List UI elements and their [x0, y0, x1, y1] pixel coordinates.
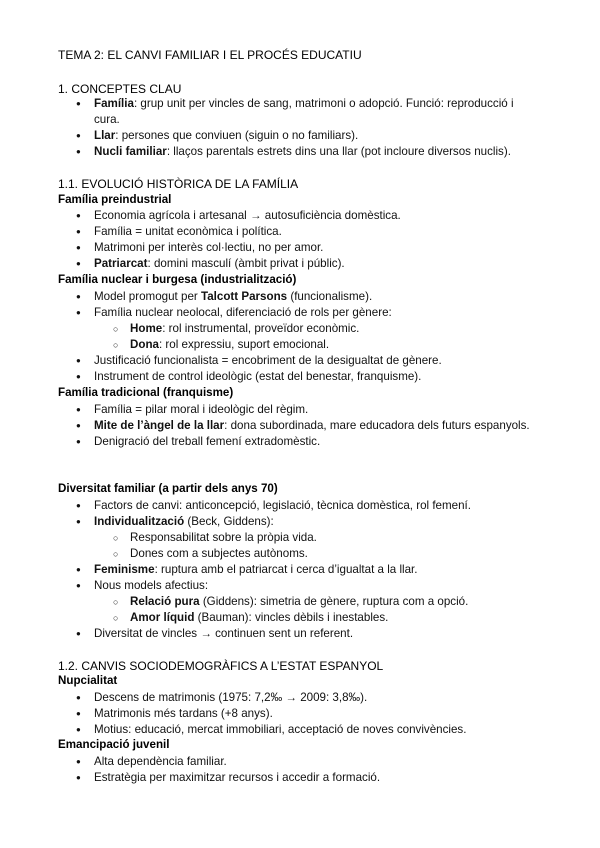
list-item [76, 578, 209, 594]
bullet-icon: ● [76, 259, 81, 268]
term: Llar [94, 129, 116, 142]
section-heading-canvis: 1.2. CANVIS SOCIODEMOGRÀFICS A L’ESTAT ESPANYOL [58, 659, 384, 673]
hollow-bullet-icon: ○ [113, 613, 119, 623]
list-item [76, 224, 282, 240]
item-text: Família = unitat econòmica i política. [94, 225, 282, 238]
list-item [76, 96, 514, 112]
section-heading-evolucio: 1.1. EVOLUCIÓ HISTÒRICA DE LA FAMÍLIA [58, 177, 299, 191]
list-item [76, 754, 227, 770]
bullet-icon: ● [76, 372, 81, 381]
item-text: Instrument de control ideològic (estat del benestar, franquisme). [94, 370, 422, 383]
item-text: : ruptura amb el patriarcat i cerca d’igualtat a la llar. [154, 563, 418, 576]
list-item [76, 626, 354, 642]
item-text: Denigració del treball femení extradomèstic. [94, 435, 321, 448]
sub-list-item [113, 610, 389, 626]
list-item [76, 706, 273, 722]
term: Home [130, 322, 163, 335]
list-item [76, 514, 274, 530]
bullet-icon: ● [76, 757, 81, 766]
sub-list-item [113, 321, 360, 337]
sub-list-item [113, 530, 317, 546]
item-text: Matrimoni per interès col·lectiu, no per amor. [94, 241, 324, 254]
list-item [76, 418, 530, 434]
list-item [76, 770, 381, 786]
list-item-continuation: cura. [94, 113, 120, 126]
term: Mite de l’àngel de la llar [94, 419, 225, 432]
list-item [76, 562, 418, 578]
term: Relació pura [130, 595, 200, 608]
hollow-bullet-icon: ○ [113, 324, 119, 334]
bullet-icon: ● [76, 308, 81, 317]
bullet-icon: ● [76, 773, 81, 782]
list-item [76, 402, 309, 418]
item-text: (Giddens): simetria de gènere, ruptura com a opció. [199, 595, 469, 608]
term: Patriarcat [94, 257, 148, 270]
item-text: Responsabilitat sobre la pròpia vida. [130, 531, 317, 544]
item-text: Família nuclear neolocal, diferenciació de rols per gènere: [94, 306, 392, 319]
hollow-bullet-icon: ○ [113, 597, 119, 607]
bullet-icon: ● [76, 292, 81, 301]
sub-list-item [113, 546, 308, 562]
item-text: Matrimonis més tardans (+8 anys). [94, 707, 273, 720]
bullet-icon: ● [76, 147, 81, 156]
item-text: Economia agrícola i artesanal → autosuficiència domèstica. [94, 209, 401, 222]
item-text: Justificació funcionalista = encobriment de la desigualtat de gènere. [94, 354, 442, 367]
item-text: : rol instrumental, proveïdor econòmic. [162, 322, 360, 335]
item-text: (Bauman): vincles dèbils i inestables. [194, 611, 389, 624]
subheading-tradicional: Família tradicional (franquisme) [58, 386, 234, 399]
bullet-icon: ● [76, 501, 81, 510]
item-text: : domini masculí (àmbit privat i públic). [147, 257, 345, 270]
item-text: : grup unit per vincles de sang, matrimoni o adopció. Funció: reproducció i [133, 97, 514, 110]
bullet-icon: ● [76, 629, 81, 638]
term: Individualització [94, 515, 185, 528]
term: Amor líquid [130, 611, 195, 624]
item-text: Família = pilar moral i ideològic del règim. [94, 403, 309, 416]
bullet-icon: ● [76, 243, 81, 252]
item-text: Nous models afectius: [94, 579, 209, 592]
item-text: Dones com a subjectes autònoms. [130, 547, 308, 560]
list-item [76, 369, 422, 385]
list-item [76, 128, 359, 144]
item-text: Factors de canvi: anticoncepció, legislació, tècnica domèstica, rol femení. [94, 499, 471, 512]
item-text: : rol expressiu, suport emocional. [158, 338, 330, 351]
bullet-icon: ● [76, 99, 81, 108]
bullet-icon: ● [76, 725, 81, 734]
subheading-nuclear: Família nuclear i burgesa (industrialització) [58, 273, 297, 286]
list-item [76, 722, 467, 738]
hollow-bullet-icon: ○ [113, 533, 119, 543]
list-item [76, 208, 401, 224]
item-text: : llaços parentals estrets dins una llar (pot incloure diversos nuclis). [166, 145, 511, 158]
bullet-icon: ● [76, 693, 81, 702]
item-text: Descens de matrimonis (1975: 7,2‰ → 2009: 3,8‰). [94, 691, 368, 704]
list-item [76, 289, 373, 305]
item-text: Diversitat de vincles → continuen sent un referent. [94, 627, 354, 640]
item-text: Alta dependència familiar. [94, 755, 227, 768]
sub-list-item [113, 594, 469, 610]
bullet-icon: ● [76, 517, 81, 526]
item-text: (funcionalisme). [287, 290, 373, 303]
bullet-icon: ● [76, 131, 81, 140]
hollow-bullet-icon: ○ [113, 340, 119, 350]
term: Talcott Parsons [200, 290, 288, 303]
bullet-icon: ● [76, 565, 81, 574]
term: Nucli familiar [94, 145, 167, 158]
list-item [76, 353, 442, 369]
bullet-icon: ● [76, 709, 81, 718]
list-item [76, 144, 511, 160]
item-text: Model promogut per [94, 290, 201, 303]
item-text: (Beck, Giddens): [184, 515, 274, 528]
bullet-icon: ● [76, 581, 81, 590]
list-item [76, 240, 324, 256]
sub-list-item [113, 337, 330, 353]
bullet-icon: ● [76, 356, 81, 365]
section-heading-conceptes: 1. CONCEPTES CLAU [58, 82, 182, 96]
item-text: Motius: educació, mercat immobiliari, acceptació de noves convivències. [94, 723, 467, 736]
term: Dona [130, 338, 159, 351]
subheading-preindustrial: Família preindustrial [58, 193, 172, 206]
term: Família [94, 97, 134, 110]
list-item [76, 305, 392, 321]
list-item [76, 256, 345, 272]
bullet-icon: ● [76, 211, 81, 220]
bullet-icon: ● [76, 437, 81, 446]
list-item [76, 498, 471, 514]
subheading-nupcialitat: Nupcialitat [58, 674, 118, 687]
item-text: Estratègia per maximitzar recursos i accedir a formació. [94, 771, 381, 784]
list-item [76, 434, 321, 450]
term: Feminisme [94, 563, 155, 576]
bullet-icon: ● [76, 421, 81, 430]
item-text: : dona subordinada, mare educadora dels futurs espanyols. [224, 419, 530, 432]
bullet-icon: ● [76, 227, 81, 236]
bullet-icon: ● [76, 405, 81, 414]
document-title: TEMA 2: EL CANVI FAMILIAR I EL PROCÉS EDUCATIU [58, 48, 362, 62]
subheading-diversitat: Diversitat familiar (a partir dels anys 70) [58, 482, 278, 495]
item-text: : persones que conviuen (siguin o no familiars). [115, 129, 359, 142]
list-item [76, 690, 368, 706]
hollow-bullet-icon: ○ [113, 549, 119, 559]
subheading-emancipacio: Emancipació juvenil [58, 738, 170, 751]
